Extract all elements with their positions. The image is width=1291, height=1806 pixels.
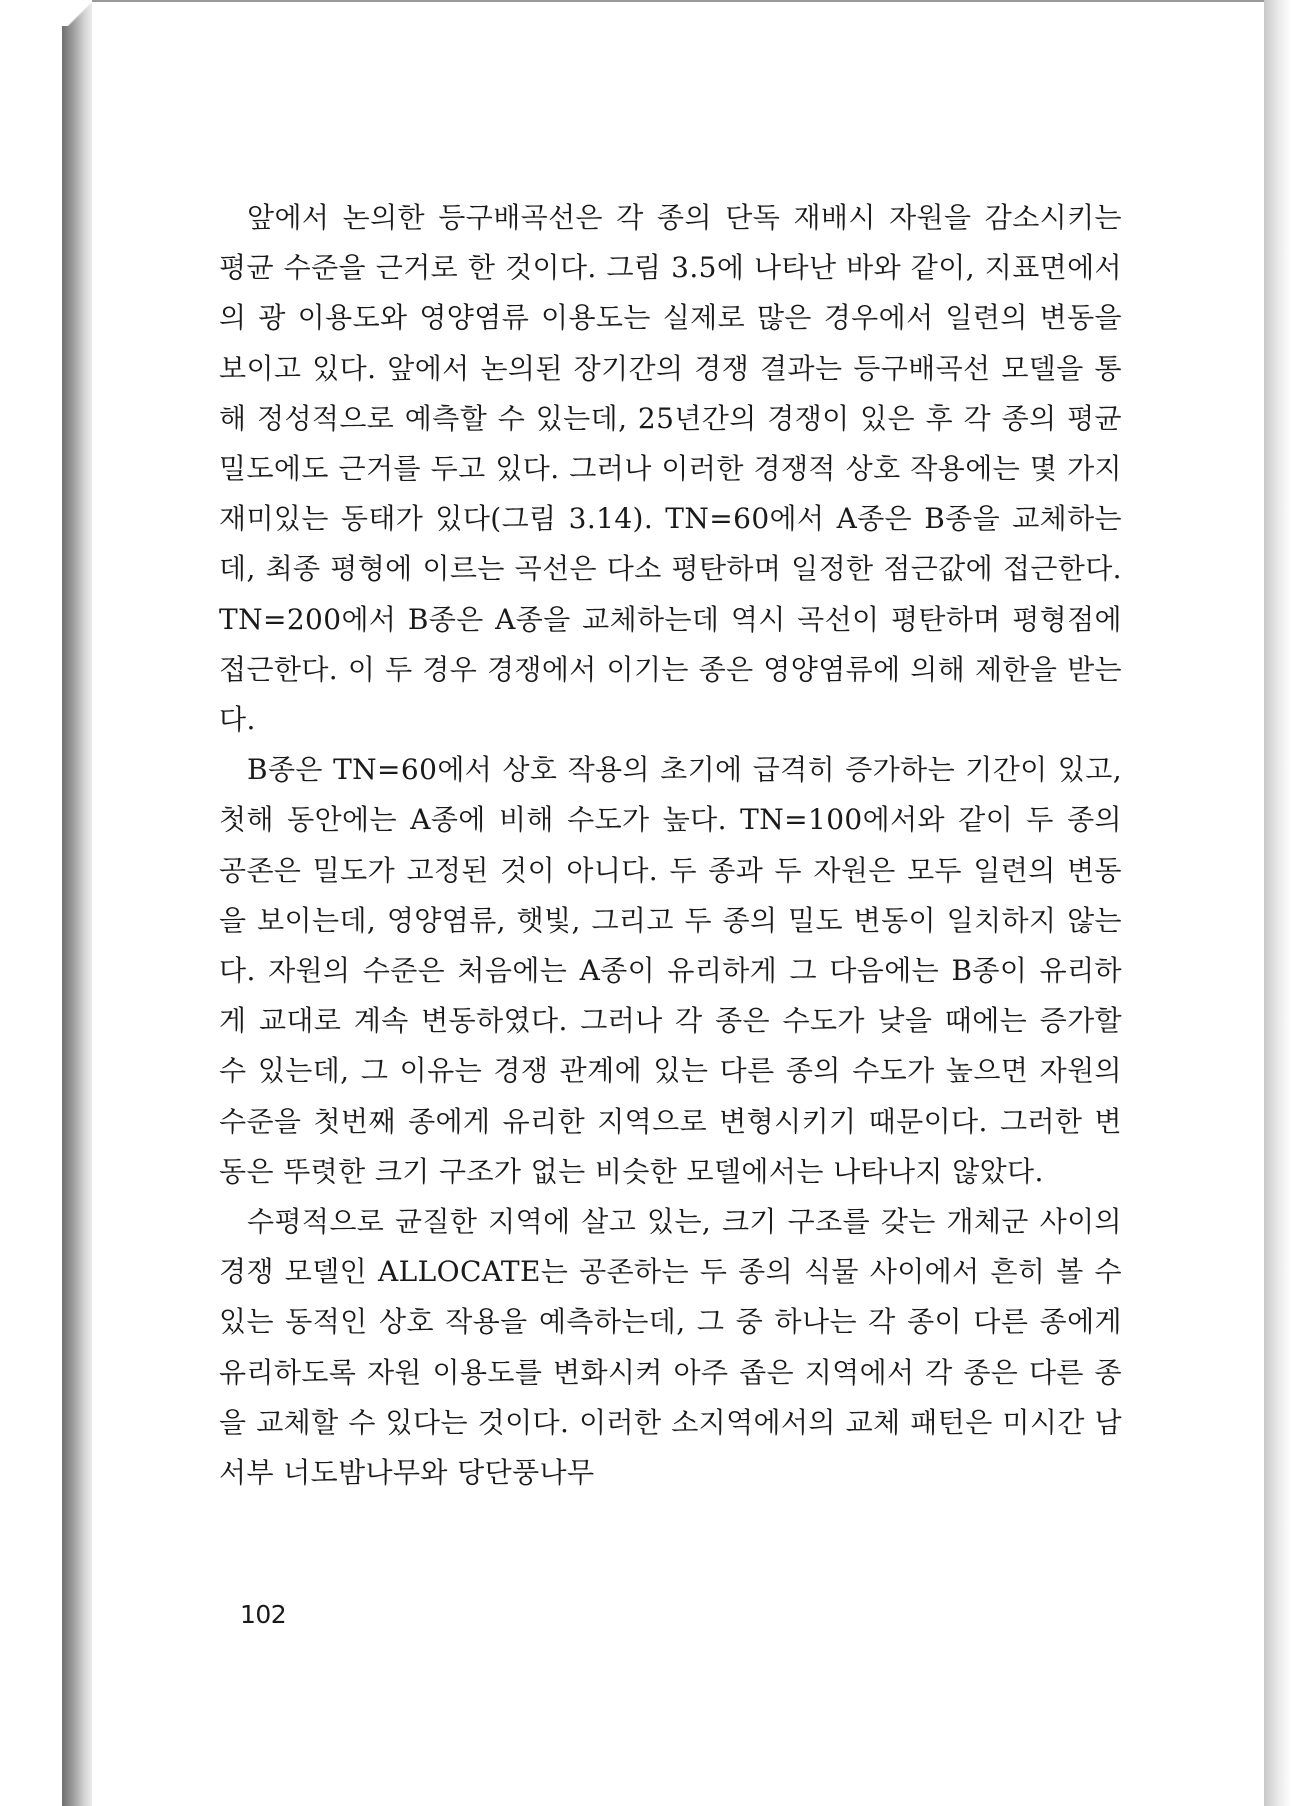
book-edge	[62, 0, 92, 1806]
paragraph-3: 수평적으로 균질한 지역에 살고 있는, 크기 구조를 갖는 개체군 사이의 경쟁 모델인 ALLOCATE는 공존하는 두 종의 식물 사이에서 흔히 볼 수 있는 동적인 상호 작용을 예측하는데, 그 중 하나는 각 종이 다른 종에게 유리하도록 자원 이용도를 변화시켜 아주 좁은 지역에서 각 종은 다른 종을 교체할 수 있다는 것이다. 이러한 소지역에서의 교체 패턴은 미시간 남서부 너도밤나무와 당단풍나무	[219, 1205, 1122, 1490]
paragraph-1: 앞에서 논의한 등구배곡선은 각 종의 단독 재배시 자원을 감소시키는 평균 수준을 근거로 한 것이다. 그림 3.5에 나타난 바와 같이, 지표면에서의 광 이용도와 영양염류 이용도는 실제로 많은 경우에서 일련의 변동을 보이고 있다. 앞에서 논의된 장기간의 경쟁 결과는 등구배곡선 모델을 통해 정성적으로 예측할 수 있는데, 25년간의 경쟁이 있은 후 각 종의 평균 밀도에도 근거를 두고 있다. 그러나 이러한 경쟁적 상호 작용에는 몇 가지 재미있는 동태가 있다(그림 3.14). TN=60에서 A종은 B종을 교체하는데, 최종 평형에 이르는 곡선은 다소 평탄하며 일정한 점근값에 접근한다. TN=200에서 B종은 A종을 교체하는데 역시 곡선이 평탄하며 평형점에 접근한다. 이 두 경우 경쟁에서 이기는 종은 영양염류에 의해 제한을 받는다.	[219, 201, 1122, 737]
page-number: 102	[240, 1600, 287, 1629]
body-text	[219, 193, 1122, 1498]
paragraph-2: B종은 TN=60에서 상호 작용의 초기에 급격히 증가하는 기간이 있고, 첫해 동안에는 A종에 비해 수도가 높다. TN=100에서와 같이 두 종의 공존은 밀도가 고정된 것이 아니다. 두 종과 두 자원은 모두 일련의 변동을 보이는데, 영양염류, 햇빛, 그리고 두 종의 밀도 변동이 일치하지 않는다. 자원의 수준은 처음에는 A종이 유리하게 그 다음에는 B종이 유리하게 교대로 계속 변동하였다. 그러나 각 종은 수도가 낮을 때에는 증가할 수 있는데, 그 이유는 경쟁 관계에 있는 다른 종의 수도가 높으면 자원의 수준을 첫번째 종에게 유리한 지역으로 변형시키기 때문이다. 그러한 변동은 뚜렷한 크기 구조가 없는 비슷한 모델에서는 나타나지 않았다.	[219, 753, 1122, 1188]
page-shadow	[1264, 0, 1291, 1806]
